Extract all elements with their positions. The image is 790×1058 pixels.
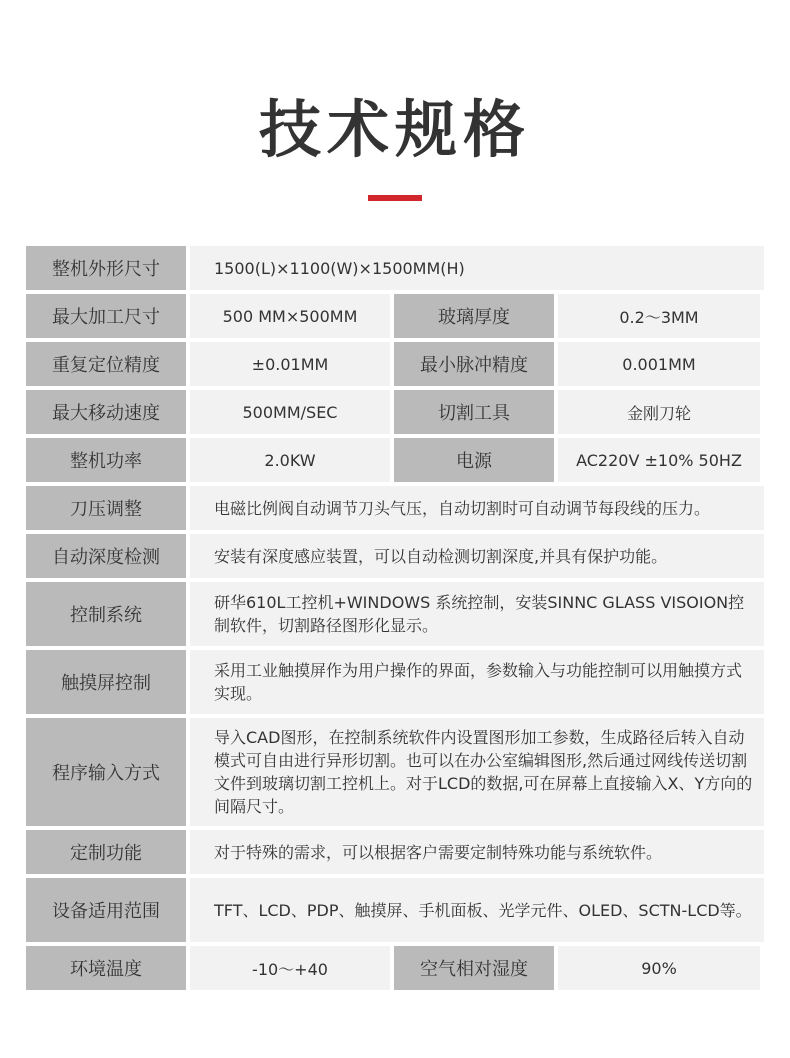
spec-label: 触摸屏控制 (26, 650, 186, 714)
spec-row-program-input (26, 718, 764, 826)
spec-row-custom (26, 830, 764, 874)
page-title: 技术规格 (258, 93, 531, 166)
spec-row-pressure (26, 486, 764, 530)
spec-row-dimensions (26, 246, 764, 290)
spec-label-secondary: 电源 (394, 438, 554, 482)
spec-label-secondary: 空气相对湿度 (394, 946, 554, 990)
spec-value: 1500(L)×1100(W)×1500MM(H) (190, 246, 764, 290)
spec-value: 对于特殊的需求，可以根据客户需要定制特殊功能与系统软件。 (190, 830, 764, 874)
spec-label: 整机外形尺寸 (26, 246, 186, 290)
spec-label: 定制功能 (26, 830, 186, 874)
spec-row-control-system (26, 582, 764, 646)
spec-row-environment (26, 946, 764, 990)
spec-value: ±0.01MM (190, 342, 390, 386)
spec-value: TFT、LCD、PDP、触摸屏、手机面板、光学元件、OLED、SCTN-LCD等。 (190, 878, 764, 942)
spec-label: 整机功率 (26, 438, 186, 482)
spec-value: 500 MM×500MM (190, 294, 390, 338)
spec-value: 导入CAD图形，在控制系统软件内设置图形加工参数，生成路径后转入自动模式可自由进行异形切割。也可以在办公室编辑图形,然后通过网线传送切割文件到玻璃切割工控机上。对于LCD的数据,可在屏幕上直接输入X、Y方向的间隔尺寸。 (190, 718, 764, 826)
spec-label: 程序输入方式 (26, 718, 186, 826)
spec-label: 最大移动速度 (26, 390, 186, 434)
spec-label: 重复定位精度 (26, 342, 186, 386)
spec-label: 控制系统 (26, 582, 186, 646)
spec-label-secondary: 切割工具 (394, 390, 554, 434)
spec-label: 环境温度 (26, 946, 186, 990)
spec-label: 最大加工尺寸 (26, 294, 186, 338)
spec-value: 安装有深度感应装置，可以自动检测切割深度,并具有保护功能。 (190, 534, 764, 578)
spec-label-secondary: 最小脉冲精度 (394, 342, 554, 386)
spec-label: 自动深度检测 (26, 534, 186, 578)
spec-label: 设备适用范围 (26, 878, 186, 942)
spec-row-speed (26, 390, 764, 434)
spec-value: 采用工业触摸屏作为用户操作的界面，参数输入与功能控制可以用触摸方式实现。 (190, 650, 764, 714)
title-accent-bar (368, 195, 422, 201)
spec-row-power (26, 438, 764, 482)
spec-value: 500MM/SEC (190, 390, 390, 434)
spec-value: 电磁比例阀自动调节刀头气压，自动切割时可自动调节每段线的压力。 (190, 486, 764, 530)
spec-value-secondary: AC220V ±10% 50HZ (558, 438, 760, 482)
spec-value-secondary: 0.001MM (558, 342, 760, 386)
spec-value-secondary: 0.2～3MM (558, 294, 760, 338)
spec-label-secondary: 玻璃厚度 (394, 294, 554, 338)
spec-label: 刀压调整 (26, 486, 186, 530)
spec-row-applications (26, 878, 764, 942)
spec-row-max-size (26, 294, 764, 338)
spec-value: 研华610L工控机+WINDOWS 系统控制，安装SINNC GLASS VISOION控制软件，切割路径图形化显示。 (190, 582, 764, 646)
spec-row-precision (26, 342, 764, 386)
spec-value: -10～+40 (190, 946, 390, 990)
spec-row-touchscreen (26, 650, 764, 714)
spec-value: 2.0KW (190, 438, 390, 482)
spec-value-secondary: 90% (558, 946, 760, 990)
spec-value-secondary: 金刚刀轮 (558, 390, 760, 434)
spec-table (26, 246, 764, 990)
spec-row-depth-detection (26, 534, 764, 578)
